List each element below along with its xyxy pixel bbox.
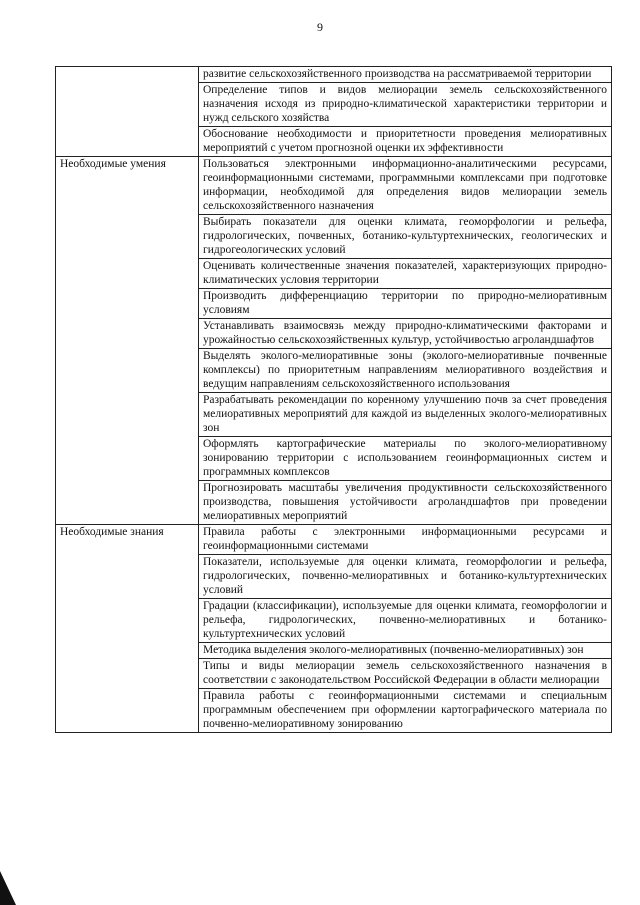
table-cell: Пользоваться электронными информационно-аналитическими ресурсами, геоинформационными системами, программными комплексами при подготовке информации, необходимой для определения видов мелиорации земель сельскохозяйственного назначения — [199, 157, 612, 215]
table-row — [56, 67, 612, 83]
table-cell: Оформлять картографические материалы по эколого-мелиоративному зонированию территории с использованием геоинформационных систем и программных комплексов — [199, 437, 612, 481]
scan-corner-mark — [0, 871, 16, 905]
table-cell: Прогнозировать масштабы увеличения продуктивности сельскохозяйственного производства, повышения устойчивости агроландшафтов при проведении мелиоративных мероприятий — [199, 481, 612, 525]
table-cell: Правила работы с геоинформационными системами и специальным программным обеспечением при оформлении картографического материала по почвенно-мелиоративному зонированию — [199, 689, 612, 733]
table-row — [56, 525, 612, 555]
table-cell: Разрабатывать рекомендации по коренному улучшению почв за счет проведения мелиоративных мероприятий для каждой из выделенных эколого-мелиоративных зон — [199, 393, 612, 437]
table-cell: Выделять эколого-мелиоративные зоны (эколого-мелиоративные почвенные комплексы) по приоритетным направлениям мелиоративного воздействия и ведущим направлениям сельскохозяйственного использования — [199, 349, 612, 393]
table-cell: Оценивать количественные значения показателей, характеризующих природно-климатических условия территории — [199, 259, 612, 289]
table-cell: Типы и виды мелиорации земель сельскохозяйственного назначения в соответствии с законодательством Российской Федерации в области мелиорации — [199, 659, 612, 689]
table-cell: развитие сельскохозяйственного производства на рассматриваемой территории — [199, 67, 612, 83]
table-cell: Обоснование необходимости и приоритетности проведения мелиоративных мероприятий с учетом прогнозной оценки их эффективности — [199, 127, 612, 157]
table-cell: Выбирать показатели для оценки климата, геоморфологии и рельефа, гидрологических, почвенных, ботанико-культуртехнических, геологических и гидрогеологических условий — [199, 215, 612, 259]
table-cell: Методика выделения эколого-мелиоративных (почвенно-мелиоративных) зон — [199, 643, 612, 659]
section-label-skills: Необходимые умения — [56, 157, 199, 525]
table-cell: Устанавливать взаимосвязь между природно-климатическими факторами и урожайностью сельскохозяйственных культур, устойчивостью агроландшафтов — [199, 319, 612, 349]
table-cell: Производить дифференциацию территории по природно-мелиоративным условиям — [199, 289, 612, 319]
page-number: 9 — [317, 20, 323, 34]
table-row — [56, 157, 612, 215]
section-label-knowledge: Необходимые знания — [56, 525, 199, 733]
table-cell: Определение типов и видов мелиорации земель сельскохозяйственного назначения исходя из природно-климатической характеристики территории и нужд сельского хозяйства — [199, 83, 612, 127]
table-cell: Правила работы с электронными информационными ресурсами и геоинформационными системами — [199, 525, 612, 555]
requirements-table — [55, 66, 612, 733]
table-cell: Градации (классификации), используемые для оценки климата, геоморфологии и рельефа, гидрологических, почвенно-мелиоративных и ботанико-культуртехнических условий — [199, 599, 612, 643]
section-label — [56, 67, 199, 157]
table-cell: Показатели, используемые для оценки климата, геоморфологии и рельефа, гидрологических, почвенно-мелиоративных и ботанико-культуртехнических условий — [199, 555, 612, 599]
